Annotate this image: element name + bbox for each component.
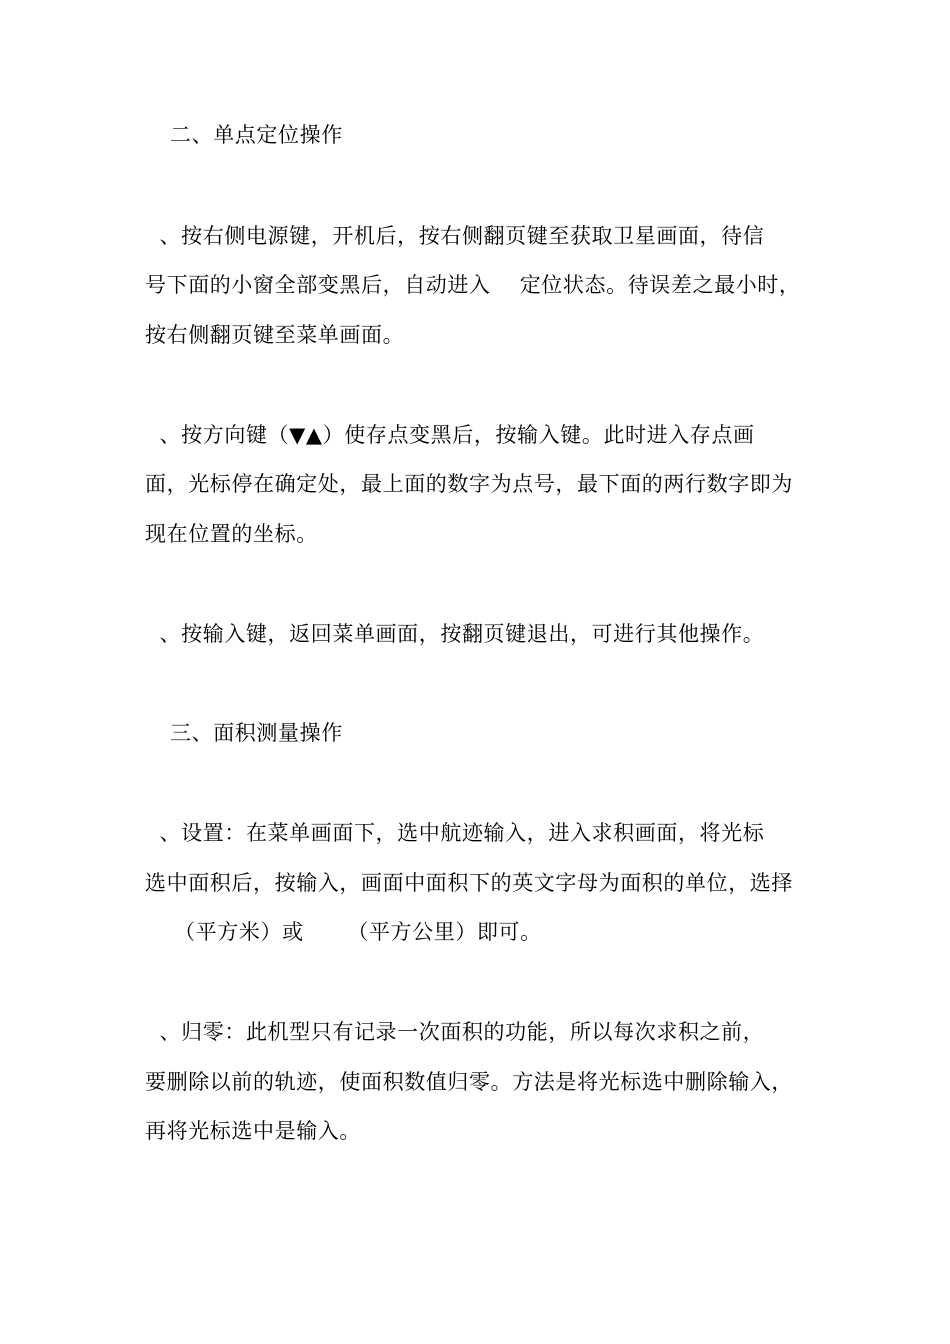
section-heading-area-measurement: 三、面积测量操作 (170, 721, 343, 745)
paragraph-line: 再将光标选中是输入。 (145, 1119, 361, 1143)
paragraph-line: 按右侧翻页键至菜单画面。 (145, 323, 405, 347)
paragraph-line: 号下面的小窗全部变黑后，自动进入 定位状态。待误差之最小时， (145, 273, 801, 297)
paragraph-line: 面，光标停在确定处，最上面的数字为点号，最下面的两行数字即为 (145, 472, 793, 496)
paragraph-line: 、设置：在菜单画面下，选中航迹输入，进入求积画面，将光标 (145, 821, 765, 845)
section-heading-single-point: 二、单点定位操作 (170, 123, 343, 147)
paragraph-line: 、按右侧电源键，开机后，按右侧翻页键至获取卫星画面，待信 (145, 224, 765, 248)
paragraph-line: 、归零：此机型只有记录一次面积的功能，所以每次求积之前， (145, 1020, 765, 1044)
paragraph-line: 要删除以前的轨迹，使面积数值归零。方法是将光标选中删除输入， (145, 1070, 793, 1094)
paragraph-line: 、按输入键，返回菜单画面，按翻页键退出，可进行其他操作。 (145, 622, 765, 646)
paragraph-line: （平方米）或 （平方公里）即可。 (145, 920, 542, 944)
paragraph-line: 现在位置的坐标。 (145, 522, 318, 546)
paragraph-line: 、按方向键（▼▲）使存点变黑后，按输入键。此时进入存点画 (145, 423, 755, 447)
paragraph-line: 选中面积后，按输入，画面中面积下的英文字母为面积的单位，选择 (145, 871, 793, 895)
